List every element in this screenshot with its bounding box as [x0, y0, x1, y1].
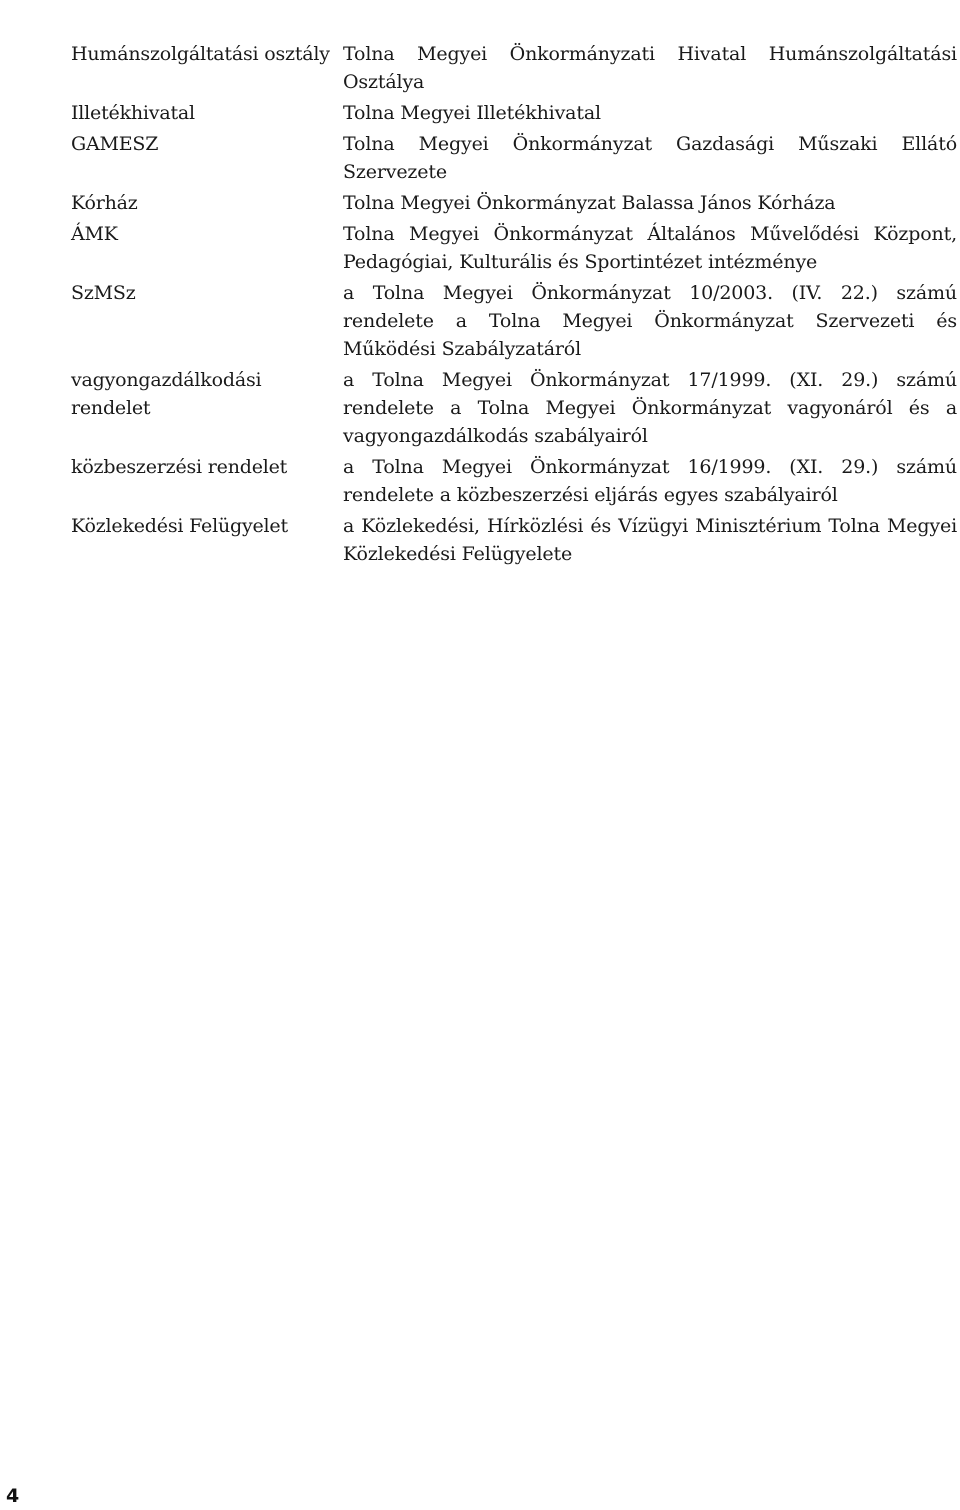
abbreviation-row — [71, 366, 957, 450]
abbreviation-row — [71, 99, 957, 127]
abbreviation-definition: Tolna Megyei Önkormányzat Gazdasági Műszaki Ellátó Szervezete — [343, 133, 957, 183]
abbreviation-term: Kórház — [71, 192, 138, 214]
abbreviation-term: vagyongazdálkodási rendelet — [71, 369, 262, 419]
abbreviation-list — [71, 40, 957, 568]
abbreviation-term: Illetékhivatal — [71, 102, 195, 124]
abbreviation-definition: a Tolna Megyei Önkormányzat 10/2003. (IV. 22.) számú rendelete a Tolna Megyei Önkormányzat Szervezeti és Működési Szabályzatáról — [343, 282, 957, 360]
abbreviation-definition: Tolna Megyei Önkormányzati Hivatal Humánszolgáltatási Osztálya — [343, 43, 957, 93]
abbreviation-term: Közlekedési Felügyelet — [71, 515, 288, 537]
abbreviation-row — [71, 40, 957, 96]
page-number: 4 — [6, 1485, 20, 1507]
abbreviation-term: GAMESZ — [71, 133, 159, 155]
abbreviation-row — [71, 130, 957, 186]
abbreviation-row — [71, 512, 957, 568]
abbreviation-definition: a Tolna Megyei Önkormányzat 16/1999. (XI. 29.) számú rendelete a közbeszerzési eljárás egyes szabályairól — [343, 456, 957, 506]
abbreviation-definition: a Tolna Megyei Önkormányzat 17/1999. (XI. 29.) számú rendelete a Tolna Megyei Önkormányzat vagyonáról és a vagyongazdálkodás szabályairól — [343, 369, 957, 447]
abbreviation-definition: Tolna Megyei Önkormányzat Balassa János Kórháza — [343, 192, 836, 214]
abbreviation-term: közbeszerzési rendelet — [71, 456, 288, 478]
abbreviation-row — [71, 220, 957, 276]
abbreviation-term: ÁMK — [71, 223, 118, 245]
abbreviation-definition: Tolna Megyei Illetékhivatal — [343, 102, 601, 124]
abbreviation-row — [71, 189, 957, 217]
abbreviation-term: Humánszolgáltatási osztály — [71, 43, 330, 65]
abbreviation-row — [71, 279, 957, 363]
abbreviation-definition: Tolna Megyei Önkormányzat Általános Művelődési Központ, Pedagógiai, Kulturális és Sportintézet intézménye — [343, 223, 957, 273]
abbreviation-term: SzMSz — [71, 282, 136, 304]
abbreviation-row — [71, 453, 957, 509]
abbreviation-definition: a Közlekedési, Hírközlési és Vízügyi Minisztérium Tolna Megyei Közlekedési Felügyelete — [343, 515, 957, 565]
